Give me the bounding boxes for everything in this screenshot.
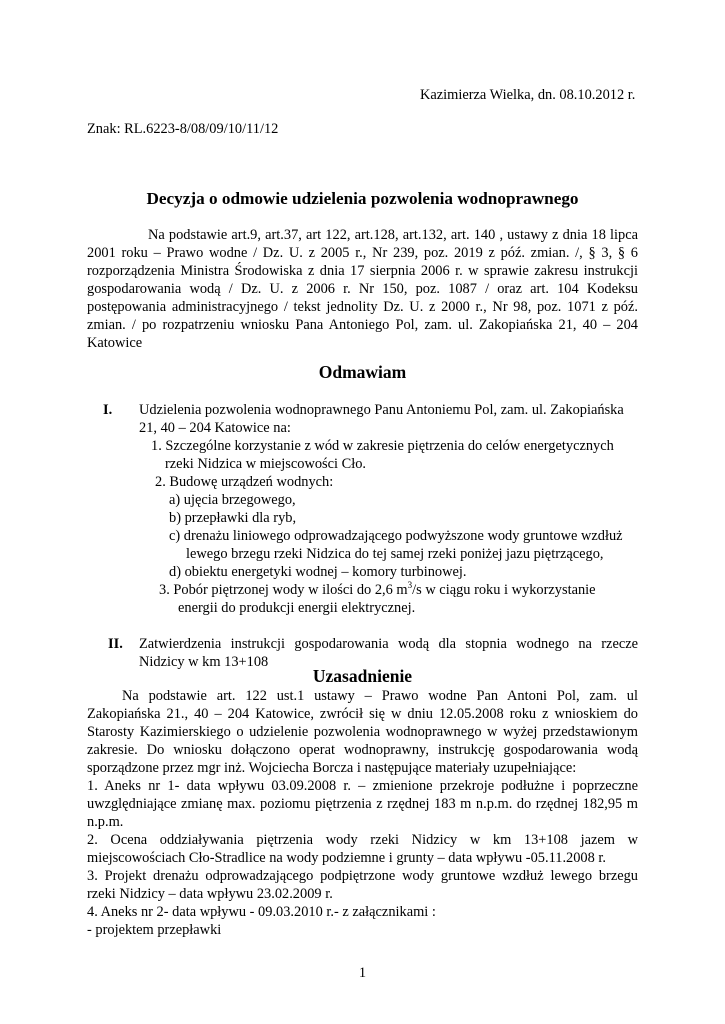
page-number: 1 [358,965,367,981]
section-text: Nidzicy w km 13+108 [139,654,269,670]
legal-basis-line: gospodarowania wodą / Dz. U. z 2006 r. Nr 150, poz. 1087 / oraz art. 104 Kodeksu [87,281,638,297]
justification-line: uwzględniające zmianę max. poziomu piętrzenia z rzędnej 183 m n.p.m. do rzędnej 182,95 m [87,796,638,812]
item3-superscript: 3 [407,580,413,591]
legal-basis-line: postępowania administracyjnego / tekst jednolity Dz. U. z 2000 r., Nr 98, poz. 1071 z póź. [87,299,638,315]
list-item: lewego brzegu rzeki Nidzica do tej samej rzeki poniżej jazu piętrzącego, [186,546,604,562]
legal-basis-line: rozporządzenia Ministra Środowiska z dnia 17 sierpnia 2006 r. w sprawie zakresu instrukcji [87,263,638,279]
justification-line: sporządzone przez mgr inż. Wojciecha Borcza i następujące materiały uzupełniające: [87,760,577,776]
legal-basis-line: Na podstawie art.9, art.37, art 122, art.128, art.132, art. 140 , ustawy z dnia 18 lipca [148,227,638,243]
justification-line: Na podstawie art. 122 ust.1 ustawy – Prawo wodne Pan Antoni Pol, zam. ul [122,688,638,704]
justification-line: 1. Aneks nr 1- data wpływu 03.09.2008 r. – zmienione przekroje podłużne i poprzeczne [87,778,638,794]
legal-basis-line: Katowice [87,335,143,351]
list-item: b) przepławki dla ryb, [169,510,297,526]
reference-number: Znak: RL.6223-8/08/09/10/11/12 [87,121,279,137]
justification-line: 4. Aneks nr 2- data wpływu - 09.03.2010 r.- z załącznikami : [87,904,436,920]
justification-line: n.p.m. [87,814,124,830]
justification-heading: Uzasadnienie [312,666,413,686]
item3-text-tail: /s w ciągu roku i wykorzystanie [412,582,596,598]
justification-line: zakresie. Do wniosku dołączono operat wodnoprawny, instrukcję gospodarowania wodą [87,742,638,758]
list-item: rzeki Nidzica w miejscowości Cło. [165,456,367,472]
list-item: energii do produkcji energii elektrycznej. [178,600,416,616]
justification-line: 2. Ocena oddziaływania piętrzenia wody rzeki Nidzicy w km 13+108 jazem w [87,832,638,848]
list-item: c) drenażu liniowego odprowadzającego podwyższone wody gruntowe wzdłuż [169,528,623,544]
justification-line: - projektem przepławki [87,922,222,938]
item3-text: 3. Pobór piętrzonej wody w ilości do 2,6 m [159,582,408,598]
justification-line: miejscowościach Cło-Stradlice na wody podziemne i grunty – data wpływu -05.11.2008 r. [87,850,607,866]
list-item: 1. Szczególne korzystanie z wód w zakresie piętrzenia do celów energetycznych [151,438,614,454]
legal-basis-line: 2001 roku – Prawo wodne / Dz. U. z 2005 r., Nr 239, poz. 2019 z póź. zmian. /, § 3, § 6 [87,245,638,261]
justification-line: Starosty Kazimierskiego o udzielenie pozwolenia wodnoprawnego w wyżej przedstawionym [87,724,638,740]
section-text: Udzielenia pozwolenia wodnoprawnego Panu Antoniemu Pol, zam. ul. Zakopiańska [139,402,624,418]
document-title: Decyzja o odmowie udzielenia pozwolenia wodnoprawnego [146,189,579,208]
section-text: Zatwierdzenia instrukcji gospodarowania wodą dla stopnia wodnego na rzecze [139,636,638,652]
justification-line: 3. Projekt drenażu odprowadzającego podpiętrzone wody gruntowe wzdłuż lewego brzegu [87,868,638,884]
list-item: 2. Budowę urządzeń wodnych: [155,474,334,490]
list-item: d) obiektu energetyki wodnej – komory turbinowej. [169,564,467,580]
justification-line: Zakopiańska 21., 40 – 204 Katowice, zwrócił się w dniu 12.05.2008 roku z wnioskiem do [87,706,638,722]
section-numeral: I. [103,402,113,418]
place-date: Kazimierza Wielka, dn. 08.10.2012 r. [420,87,636,103]
decision-heading: Odmawiam [318,362,407,382]
section-numeral: II. [108,636,123,652]
section-text: 21, 40 – 204 Katowice na: [139,420,291,436]
justification-line: rzeki Nidzicy – data wpływu 23.02.2009 r. [87,886,333,902]
list-item: a) ujęcia brzegowego, [169,492,296,508]
list-item [159,581,596,599]
legal-basis-line: zmian. / po rozpatrzeniu wniosku Pana Antoniego Pol, zam. ul. Zakopiańska 21, 40 – 204 [87,317,638,333]
